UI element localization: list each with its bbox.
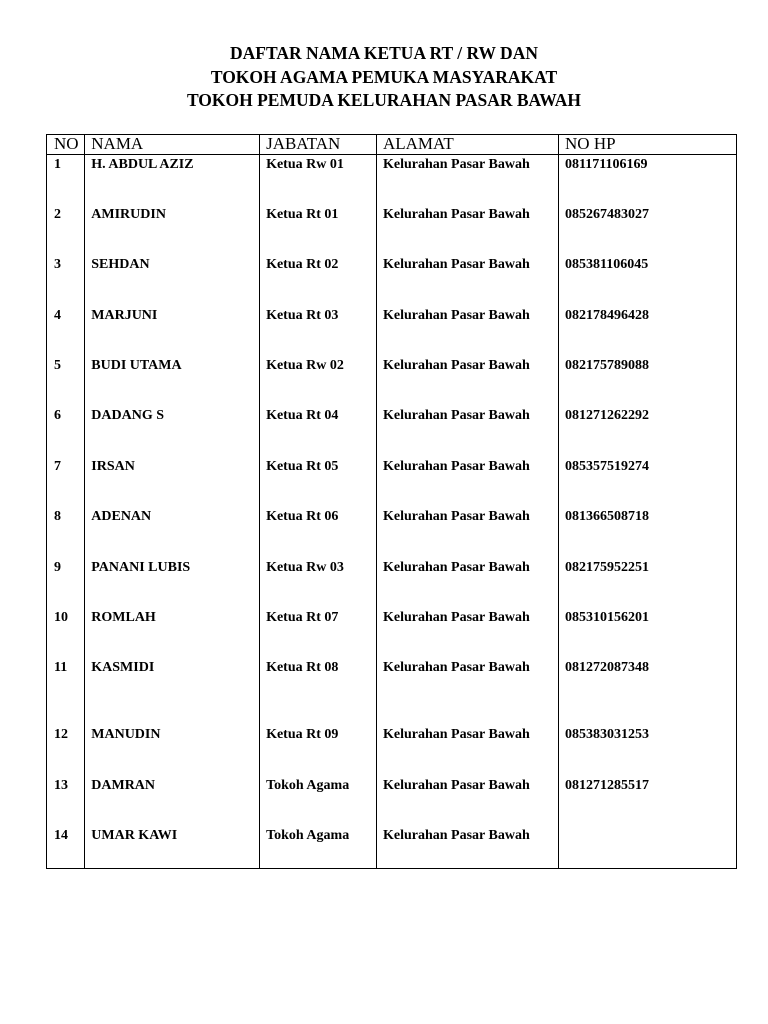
cell-alamat: Kelurahan Pasar Bawah (376, 155, 558, 205)
cell-alamat: Kelurahan Pasar Bawah (376, 558, 558, 608)
column-header-jabatan: JABATAN (260, 135, 377, 155)
cell-nama: MANUDIN (85, 725, 260, 775)
table-row (47, 155, 737, 205)
table-row (47, 558, 737, 608)
column-header-nama: NAMA (85, 135, 260, 155)
cell-alamat: Kelurahan Pasar Bawah (376, 608, 558, 658)
cell-jabatan: Ketua Rw 02 (260, 356, 377, 406)
cell-nama: AMIRUDIN (85, 205, 260, 255)
table-row (47, 356, 737, 406)
title-line-2: TOKOH AGAMA PEMUKA MASYARAKAT (210, 66, 558, 87)
table-row (47, 457, 737, 507)
cell-nama: ROMLAH (85, 608, 260, 658)
cell-jabatan: Ketua Rt 04 (260, 406, 377, 456)
cell-jabatan: Ketua Rt 08 (260, 658, 377, 725)
cell-no: 4 (47, 306, 85, 356)
cell-no: 1 (47, 155, 85, 205)
cell-jabatan: Ketua Rt 06 (260, 507, 377, 557)
table-row (47, 658, 737, 725)
column-header-no: NO (47, 135, 85, 155)
cell-nama: ADENAN (85, 507, 260, 557)
cell-alamat: Kelurahan Pasar Bawah (376, 725, 558, 775)
cell-no-hp: 081271262292 (559, 406, 737, 456)
column-header-alamat: ALAMAT (376, 135, 558, 155)
cell-no: 5 (47, 356, 85, 406)
table-row (47, 725, 737, 775)
table-header-row (47, 135, 737, 155)
cell-jabatan: Tokoh Agama (260, 826, 377, 868)
cell-nama: KASMIDI (85, 658, 260, 725)
cell-nama: UMAR KAWI (85, 826, 260, 868)
cell-jabatan: Tokoh Agama (260, 776, 377, 826)
cell-jabatan: Ketua Rt 03 (260, 306, 377, 356)
ketua-rt-rw-table (46, 134, 737, 869)
cell-no: 14 (47, 826, 85, 868)
cell-alamat: Kelurahan Pasar Bawah (376, 255, 558, 305)
cell-no: 10 (47, 608, 85, 658)
cell-jabatan: Ketua Rt 09 (260, 725, 377, 775)
cell-no: 3 (47, 255, 85, 305)
column-header-no-hp: NO HP (559, 135, 737, 155)
cell-no-hp: 085310156201 (559, 608, 737, 658)
cell-alamat: Kelurahan Pasar Bawah (376, 406, 558, 456)
cell-alamat: Kelurahan Pasar Bawah (376, 658, 558, 725)
cell-nama: DAMRAN (85, 776, 260, 826)
cell-alamat: Kelurahan Pasar Bawah (376, 776, 558, 826)
cell-jabatan: Ketua Rw 01 (260, 155, 377, 205)
table-row (47, 608, 737, 658)
cell-no-hp: 085383031253 (559, 725, 737, 775)
cell-alamat: Kelurahan Pasar Bawah (376, 826, 558, 868)
cell-no: 11 (47, 658, 85, 725)
table-row (47, 306, 737, 356)
cell-no: 8 (47, 507, 85, 557)
cell-no-hp: 082175789088 (559, 356, 737, 406)
document-title (0, 42, 768, 113)
cell-no-hp: 085357519274 (559, 457, 737, 507)
cell-no-hp: 082175952251 (559, 558, 737, 608)
cell-alamat: Kelurahan Pasar Bawah (376, 205, 558, 255)
cell-alamat: Kelurahan Pasar Bawah (376, 507, 558, 557)
cell-no: 9 (47, 558, 85, 608)
cell-no-hp: 081272087348 (559, 658, 737, 725)
cell-no-hp (559, 826, 737, 868)
table-row (47, 507, 737, 557)
table-row (47, 826, 737, 868)
cell-no: 7 (47, 457, 85, 507)
cell-no: 2 (47, 205, 85, 255)
cell-no: 6 (47, 406, 85, 456)
cell-no: 12 (47, 725, 85, 775)
cell-jabatan: Ketua Rt 02 (260, 255, 377, 305)
cell-nama: MARJUNI (85, 306, 260, 356)
table-row (47, 205, 737, 255)
cell-no: 13 (47, 776, 85, 826)
cell-nama: DADANG S (85, 406, 260, 456)
cell-no-hp: 085381106045 (559, 255, 737, 305)
cell-nama: SEHDAN (85, 255, 260, 305)
cell-no-hp: 081271285517 (559, 776, 737, 826)
cell-no-hp: 081171106169 (559, 155, 737, 205)
cell-jabatan: Ketua Rw 03 (260, 558, 377, 608)
cell-nama: BUDI UTAMA (85, 356, 260, 406)
title-line-3: TOKOH PEMUDA KELURAHAN PASAR BAWAH (186, 90, 582, 110)
cell-jabatan: Ketua Rt 01 (260, 205, 377, 255)
table-row (47, 776, 737, 826)
table-row (47, 255, 737, 305)
cell-jabatan: Ketua Rt 07 (260, 608, 377, 658)
cell-no-hp: 081366508718 (559, 507, 737, 557)
cell-alamat: Kelurahan Pasar Bawah (376, 457, 558, 507)
cell-alamat: Kelurahan Pasar Bawah (376, 306, 558, 356)
cell-no-hp: 085267483027 (559, 205, 737, 255)
title-line-1: DAFTAR NAMA KETUA RT / RW DAN (230, 43, 538, 63)
cell-alamat: Kelurahan Pasar Bawah (376, 356, 558, 406)
cell-nama: H. ABDUL AZIZ (85, 155, 260, 205)
cell-no-hp: 082178496428 (559, 306, 737, 356)
table-row (47, 406, 737, 456)
cell-nama: PANANI LUBIS (85, 558, 260, 608)
cell-nama: IRSAN (85, 457, 260, 507)
cell-jabatan: Ketua Rt 05 (260, 457, 377, 507)
